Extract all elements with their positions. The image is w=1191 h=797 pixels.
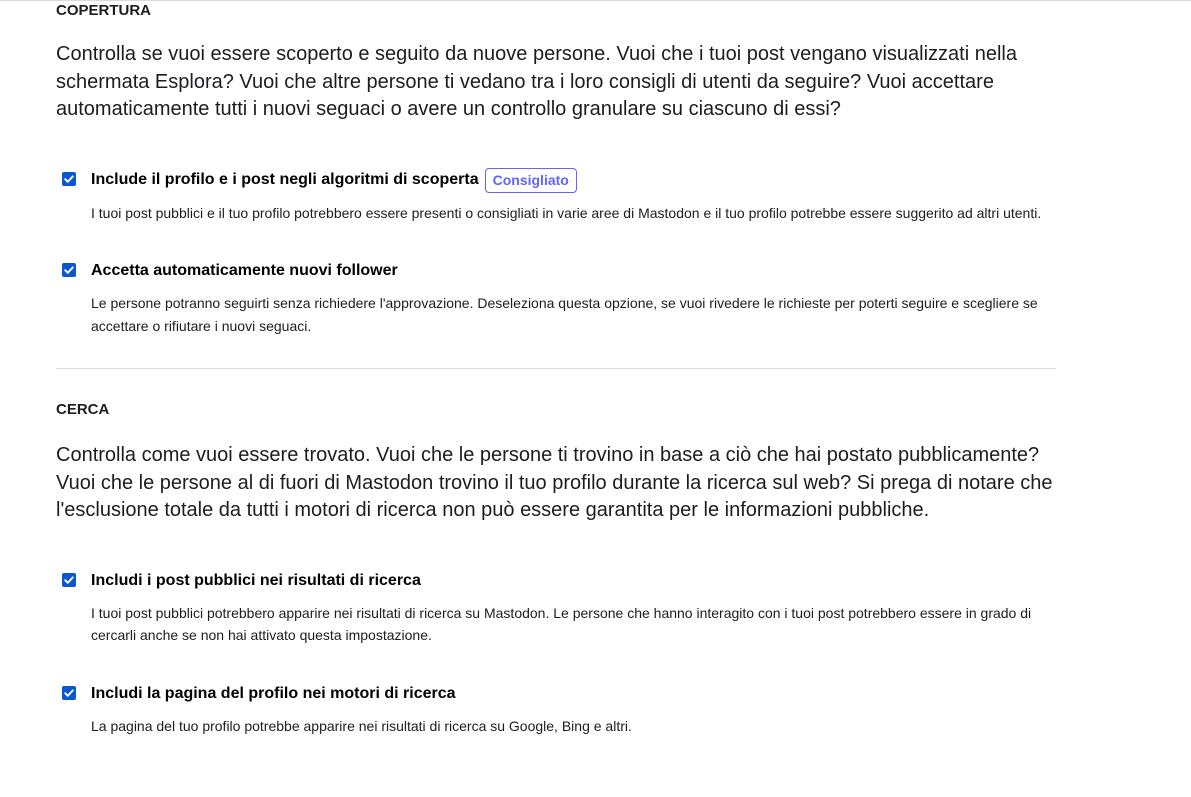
indexable-profile-hint: La pagina del tuo profilo potrebbe apparire nei risultati di ricerca su Google, Bing e altri. <box>91 717 632 734</box>
discoverable-label: Include il profilo e i post negli algoritmi di scoperta <box>91 171 479 188</box>
option-indexable-posts[interactable] <box>56 569 1056 647</box>
option-label-row <box>91 259 1056 283</box>
discoverable-hint: I tuoi post pubblici e il tuo profilo potrebbero essere presenti o consigliati in varie aree di Mastodon e il tuo profilo potrebbe essere suggerito ad altri utenti. <box>91 204 1042 221</box>
section-divider <box>56 368 1056 369</box>
auto-accept-hint: Le persone potranno seguirti senza richiedere l'approvazione. Deseleziona questa opzione, se vuoi rivedere le richieste per poterti seguire e scegliere se accettare o rifiutare i nuovi seguaci. <box>91 295 1038 334</box>
discoverable-checkbox[interactable] <box>62 172 76 186</box>
check-icon <box>63 173 75 185</box>
indexable-profile-checkbox[interactable] <box>62 686 76 700</box>
indexable-posts-hint: I tuoi post pubblici potrebbero apparire nei risultati di ricerca su Mastodon. Le persone che hanno interagito con i tuoi post potrebbero essere in grado di cercarli anche se non hai attivato questa impostazione. <box>91 604 1032 643</box>
section-reach <box>56 1 1056 337</box>
indexable-posts-label: Includi i post pubblici nei risultati di ricerca <box>91 571 421 589</box>
section-lead-reach: Controlla se vuoi essere scoperto e seguito da nuove persone. Vuoi che i tuoi post vengano visualizzati nella schermata Esplora? Vuoi che altre persone ti vedano tra i loro consigli di utenti da seguire? Vuoi accettare automaticamente tutti i nuovi seguaci o avere un controllo granulare su ciascuno di essi? <box>56 43 1017 120</box>
option-label-row <box>91 569 1056 593</box>
option-auto-accept-followers[interactable] <box>56 259 1056 337</box>
check-icon <box>63 574 75 586</box>
option-indexable-profile[interactable] <box>56 682 1056 738</box>
option-label-row <box>91 168 1056 193</box>
check-icon <box>63 264 75 276</box>
auto-accept-checkbox[interactable] <box>62 263 76 277</box>
section-lead-search: Controlla come vuoi essere trovato. Vuoi che le persone ti trovino in base a ciò che hai postato pubblicamente? Vuoi che le persone al di fuori di Mastodon trovino il tuo profilo durante la ricerca sul web? Si prega di notare che l'esclusione totale da tutti i motori di ricerca non può essere garantita per le informazioni pubbliche. <box>56 444 1053 521</box>
section-title-search: CERCA <box>56 401 110 418</box>
auto-accept-label: Accetta automaticamente nuovi follower <box>91 262 398 279</box>
check-icon <box>63 687 75 699</box>
settings-content <box>56 0 1056 737</box>
recommended-badge: Consigliato <box>485 168 577 193</box>
indexable-profile-label: Includi la pagina del profilo nei motori di ricerca <box>91 684 456 702</box>
section-title-reach: COPERTURA <box>56 2 152 19</box>
option-discoverable[interactable] <box>56 168 1056 225</box>
indexable-posts-checkbox[interactable] <box>62 573 76 587</box>
section-search <box>56 400 1056 737</box>
option-label-row <box>91 682 1056 706</box>
